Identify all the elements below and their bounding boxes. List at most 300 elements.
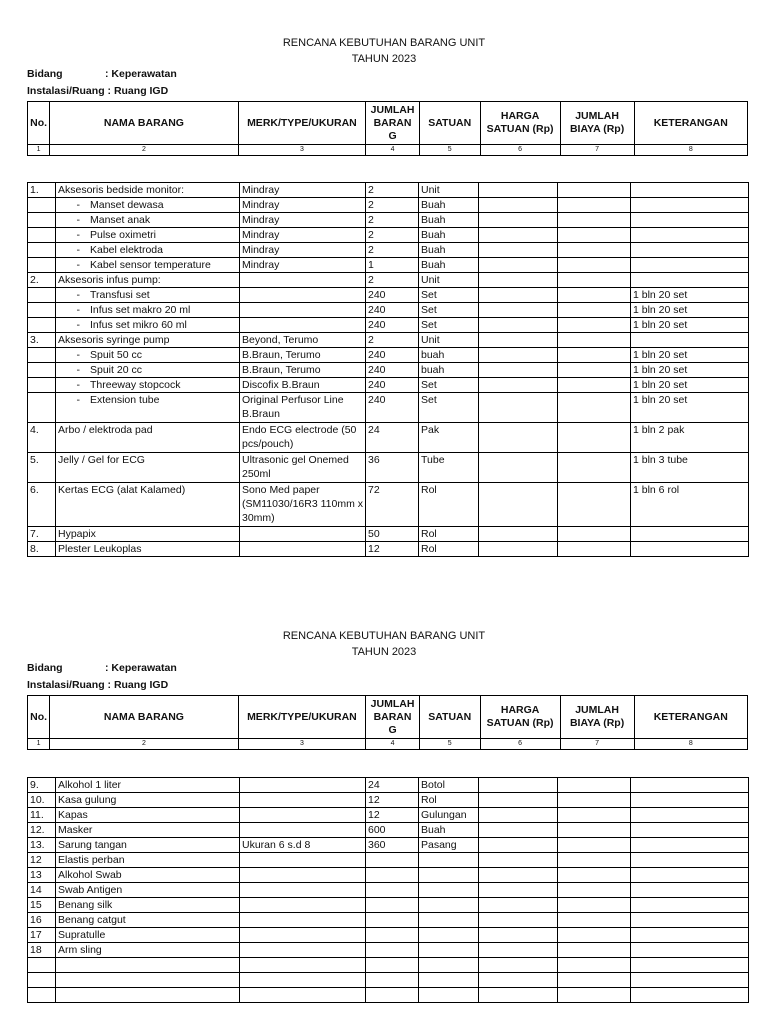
row-unit: Pak (419, 423, 479, 453)
row-unit: Buah (419, 213, 479, 228)
row-merk: B.Braun, Terumo (240, 363, 366, 378)
table-row (28, 823, 749, 838)
item-name-text: Kapas (58, 809, 88, 821)
row-no (28, 213, 56, 228)
row-qty: 600 (366, 823, 419, 838)
row-biaya (558, 483, 631, 527)
instalasi-value: Ruang IGD (113, 679, 169, 691)
row-no (28, 258, 56, 273)
row-keterangan (631, 898, 749, 913)
col-number: 2 (50, 145, 238, 156)
row-keterangan (631, 183, 749, 198)
row-unit: Buah (419, 823, 479, 838)
item-name-text: Supratulle (58, 929, 106, 941)
item-name-text: Manset anak (90, 214, 151, 226)
row-unit: Set (419, 318, 479, 333)
row-unit: Rol (419, 793, 479, 808)
row-unit (419, 988, 479, 1003)
row-biaya (558, 928, 631, 943)
row-no: 4. (28, 423, 56, 453)
row-no: 8. (28, 542, 56, 557)
row-merk (240, 273, 366, 288)
row-merk (240, 928, 366, 943)
row-no (28, 228, 56, 243)
row-biaya (558, 883, 631, 898)
bullet-dash: - (76, 289, 80, 301)
row-biaya (558, 868, 631, 883)
row-qty: 36 (366, 453, 419, 483)
col-jumlah-barang: JUMLAH BARAN G (366, 102, 420, 145)
row-harga (479, 988, 558, 1003)
row-item-name (56, 778, 240, 793)
item-name-text: Aksesoris syringe pump (58, 334, 170, 346)
row-harga (479, 348, 558, 363)
item-name-text: Infus set makro 20 ml (90, 304, 191, 316)
bullet-dash: - (76, 214, 80, 226)
row-harga (479, 273, 558, 288)
row-unit: Set (419, 288, 479, 303)
row-merk (240, 988, 366, 1003)
item-name-text: Threeway stopcock (90, 379, 181, 391)
row-unit: buah (419, 363, 479, 378)
row-keterangan (631, 258, 749, 273)
row-biaya (558, 808, 631, 823)
table-row (28, 273, 749, 288)
row-harga (479, 378, 558, 393)
row-qty: 24 (366, 778, 419, 793)
row-unit: Gulungan (419, 808, 479, 823)
row-merk (240, 542, 366, 557)
row-keterangan (631, 958, 749, 973)
row-item-name (56, 527, 240, 542)
row-item-name (56, 868, 240, 883)
table-row (28, 363, 749, 378)
row-qty: 72 (366, 483, 419, 527)
item-name-text: Sarung tangan (58, 839, 127, 851)
row-no (28, 378, 56, 393)
row-unit (419, 973, 479, 988)
row-harga (479, 363, 558, 378)
table-row (28, 958, 749, 973)
row-no: 18 (28, 943, 56, 958)
item-name-text: Elastis perban (58, 854, 125, 866)
row-no (28, 988, 56, 1003)
item-name-text: Jelly / Gel for ECG (58, 454, 145, 466)
item-name-text: Arbo / elektroda pad (58, 424, 153, 436)
bullet-dash: - (76, 379, 80, 391)
row-keterangan: 1 bln 3 tube (631, 453, 749, 483)
row-keterangan (631, 228, 749, 243)
row-item-name (56, 288, 240, 303)
row-biaya (558, 898, 631, 913)
table-row (28, 183, 749, 198)
col-number: 1 (28, 145, 50, 156)
doc-year-2: TAHUN 2023 (351, 646, 417, 658)
row-biaya (558, 198, 631, 213)
row-qty: 240 (366, 303, 419, 318)
row-item-name (56, 928, 240, 943)
row-item-name (56, 363, 240, 378)
table-row (28, 883, 749, 898)
col-nama-barang: NAMA BARANG (50, 696, 238, 739)
instalasi-label: Instalasi/Ruang : (27, 679, 112, 691)
row-no (28, 973, 56, 988)
table-row (28, 943, 749, 958)
row-item-name (56, 198, 240, 213)
row-item-name (56, 958, 240, 973)
table-row (28, 228, 749, 243)
row-biaya (558, 228, 631, 243)
table-row (28, 243, 749, 258)
row-qty: 2 (366, 213, 419, 228)
row-harga (479, 943, 558, 958)
row-item-name (56, 378, 240, 393)
row-merk (240, 318, 366, 333)
row-qty: 240 (366, 363, 419, 378)
row-unit: Buah (419, 243, 479, 258)
row-no: 11. (28, 808, 56, 823)
row-unit: Set (419, 303, 479, 318)
row-qty: 360 (366, 838, 419, 853)
row-harga (479, 542, 558, 557)
row-merk: Mindray (240, 213, 366, 228)
row-item-name (56, 883, 240, 898)
row-biaya (558, 988, 631, 1003)
bidang-value: : Keperawatan (105, 68, 177, 80)
table-row (28, 453, 749, 483)
col-jumlah-biaya: JUMLAH BIAYA (Rp) (560, 696, 634, 739)
row-biaya (558, 838, 631, 853)
row-harga (479, 393, 558, 423)
row-merk (240, 823, 366, 838)
row-keterangan: 1 bln 20 set (631, 348, 749, 363)
row-unit: Tube (419, 453, 479, 483)
row-harga (479, 958, 558, 973)
row-keterangan (631, 913, 749, 928)
row-biaya (558, 913, 631, 928)
item-name-text: Kasa gulung (58, 794, 117, 806)
row-harga (479, 898, 558, 913)
row-merk (240, 793, 366, 808)
row-qty: 2 (366, 273, 419, 288)
row-keterangan (631, 243, 749, 258)
row-no (28, 303, 56, 318)
row-qty: 240 (366, 348, 419, 363)
row-merk: Sono Med paper (SM11030/16R3 110mm x 30mm) (240, 483, 366, 527)
row-qty (366, 868, 419, 883)
row-unit: Buah (419, 198, 479, 213)
row-keterangan (631, 823, 749, 838)
row-no: 12 (28, 853, 56, 868)
item-name-text: Masker (58, 824, 93, 836)
row-harga (479, 258, 558, 273)
table-row (28, 542, 749, 557)
row-keterangan (631, 883, 749, 898)
row-no (28, 348, 56, 363)
row-harga (479, 913, 558, 928)
row-merk (240, 943, 366, 958)
row-merk: Mindray (240, 198, 366, 213)
row-harga (479, 423, 558, 453)
row-merk (240, 898, 366, 913)
table-row (28, 288, 749, 303)
row-qty: 12 (366, 808, 419, 823)
row-keterangan (631, 808, 749, 823)
row-no: 10. (28, 793, 56, 808)
row-qty: 1 (366, 258, 419, 273)
row-qty: 24 (366, 423, 419, 453)
col-keterangan: KETERANGAN (634, 102, 747, 145)
row-harga (479, 823, 558, 838)
row-biaya (558, 973, 631, 988)
row-harga (479, 453, 558, 483)
row-unit: Rol (419, 483, 479, 527)
row-harga (479, 213, 558, 228)
row-item-name (56, 273, 240, 288)
table-row (28, 423, 749, 453)
row-qty (366, 943, 419, 958)
row-keterangan: 1 bln 20 set (631, 288, 749, 303)
table-row (28, 898, 749, 913)
table-row (28, 868, 749, 883)
row-merk: B.Braun, Terumo (240, 348, 366, 363)
row-unit: Buah (419, 258, 479, 273)
row-keterangan (631, 838, 749, 853)
row-no: 6. (28, 483, 56, 527)
row-item-name (56, 973, 240, 988)
row-harga (479, 527, 558, 542)
row-keterangan: 1 bln 20 set (631, 363, 749, 378)
col-satuan: SATUAN (419, 102, 480, 145)
doc-year: TAHUN 2023 (351, 53, 417, 65)
row-harga (479, 973, 558, 988)
table-row (28, 928, 749, 943)
row-qty: 240 (366, 393, 419, 423)
row-qty: 2 (366, 183, 419, 198)
row-keterangan (631, 778, 749, 793)
col-no: No. (28, 102, 50, 145)
items-table-2 (27, 777, 749, 1003)
row-merk: Original Perfusor Line B.Braun (240, 393, 366, 423)
table-row (28, 303, 749, 318)
row-keterangan (631, 973, 749, 988)
row-biaya (558, 542, 631, 557)
bidang-line-2 (27, 662, 177, 675)
item-name-text: Aksesoris bedside monitor: (58, 184, 185, 196)
row-no: 13. (28, 838, 56, 853)
row-item-name (56, 348, 240, 363)
row-item-name (56, 483, 240, 527)
item-name-text: Spuit 20 cc (90, 364, 142, 376)
row-biaya (558, 527, 631, 542)
col-harga-satuan: HARGA SATUAN (Rp) (480, 102, 560, 145)
col-number: 6 (480, 739, 560, 750)
column-number-row (28, 145, 748, 156)
table-row (28, 913, 749, 928)
table-row (28, 393, 749, 423)
row-item-name (56, 183, 240, 198)
row-unit (419, 913, 479, 928)
row-unit: Unit (419, 333, 479, 348)
row-unit: Botol (419, 778, 479, 793)
row-qty: 240 (366, 318, 419, 333)
item-name-text: Aksesoris infus pump: (58, 274, 161, 286)
table-row (28, 213, 749, 228)
row-harga (479, 778, 558, 793)
row-item-name (56, 988, 240, 1003)
row-merk (240, 868, 366, 883)
col-jumlah-barang: JUMLAH BARAN G (366, 696, 420, 739)
row-item-name (56, 853, 240, 868)
row-biaya (558, 378, 631, 393)
row-item-name (56, 303, 240, 318)
row-no (28, 958, 56, 973)
row-qty: 2 (366, 333, 419, 348)
row-merk: Mindray (240, 243, 366, 258)
row-unit: Set (419, 378, 479, 393)
row-biaya (558, 778, 631, 793)
row-qty: 240 (366, 288, 419, 303)
row-harga (479, 838, 558, 853)
col-satuan: SATUAN (419, 696, 480, 739)
row-item-name (56, 913, 240, 928)
row-merk: Ukuran 6 s.d 8 (240, 838, 366, 853)
col-number: 3 (238, 145, 366, 156)
row-biaya (558, 333, 631, 348)
row-no: 2. (28, 273, 56, 288)
bullet-dash: - (76, 199, 80, 211)
col-keterangan: KETERANGAN (634, 696, 747, 739)
row-keterangan (631, 273, 749, 288)
row-keterangan (631, 527, 749, 542)
row-no (28, 363, 56, 378)
row-keterangan (631, 542, 749, 557)
row-item-name (56, 423, 240, 453)
row-qty: 12 (366, 793, 419, 808)
row-biaya (558, 303, 631, 318)
row-qty: 12 (366, 542, 419, 557)
column-number-row (28, 739, 748, 750)
row-no: 14 (28, 883, 56, 898)
row-biaya (558, 393, 631, 423)
item-name-text: Infus set mikro 60 ml (90, 319, 187, 331)
row-harga (479, 883, 558, 898)
row-merk (240, 883, 366, 898)
col-number: 2 (50, 739, 238, 750)
row-keterangan (631, 988, 749, 1003)
bidang-label: Bidang (27, 662, 63, 674)
row-no (28, 318, 56, 333)
row-merk (240, 778, 366, 793)
row-harga (479, 928, 558, 943)
bullet-dash: - (76, 364, 80, 376)
row-biaya (558, 943, 631, 958)
bidang-label: Bidang (27, 68, 63, 80)
row-qty (366, 853, 419, 868)
doc-title-2: RENCANA KEBUTUHAN BARANG UNIT (282, 630, 486, 642)
col-number: 8 (634, 145, 747, 156)
table-row (28, 808, 749, 823)
row-keterangan (631, 928, 749, 943)
row-item-name (56, 258, 240, 273)
table-row (28, 973, 749, 988)
item-name-text: Kertas ECG (alat Kalamed) (58, 484, 186, 496)
col-number: 4 (366, 145, 420, 156)
table-row (28, 333, 749, 348)
col-number: 5 (419, 739, 480, 750)
row-no: 7. (28, 527, 56, 542)
row-qty (366, 898, 419, 913)
item-name-text: Alkohol Swab (58, 869, 122, 881)
instalasi-value: Ruang IGD (113, 85, 169, 97)
row-biaya (558, 823, 631, 838)
row-harga (479, 183, 558, 198)
row-no: 5. (28, 453, 56, 483)
row-biaya (558, 793, 631, 808)
col-number: 5 (419, 145, 480, 156)
col-harga-satuan: HARGA SATUAN (Rp) (480, 696, 560, 739)
row-qty: 240 (366, 378, 419, 393)
item-name-text: Arm sling (58, 944, 102, 956)
row-no: 1. (28, 183, 56, 198)
row-harga (479, 243, 558, 258)
row-keterangan: 1 bln 6 rol (631, 483, 749, 527)
row-unit: Pasang (419, 838, 479, 853)
item-name-text: Spuit 50 cc (90, 349, 142, 361)
row-item-name (56, 808, 240, 823)
row-unit (419, 928, 479, 943)
bullet-dash: - (76, 229, 80, 241)
col-merk: MERK/TYPE/UKURAN (238, 696, 366, 739)
row-no (28, 198, 56, 213)
item-name-text: Plester Leukoplas (58, 543, 142, 555)
row-unit: Buah (419, 228, 479, 243)
table-row (28, 483, 749, 527)
bullet-dash: - (76, 319, 80, 331)
row-keterangan: 1 bln 20 set (631, 303, 749, 318)
col-number: 3 (238, 739, 366, 750)
table-row (28, 348, 749, 363)
table-row (28, 318, 749, 333)
column-header-table-2 (27, 695, 748, 750)
row-merk (240, 958, 366, 973)
row-qty: 2 (366, 228, 419, 243)
row-unit: Rol (419, 527, 479, 542)
item-name-text: Manset dewasa (90, 199, 164, 211)
row-keterangan (631, 943, 749, 958)
row-no: 17 (28, 928, 56, 943)
row-keterangan (631, 853, 749, 868)
table-row (28, 853, 749, 868)
row-item-name (56, 453, 240, 483)
row-harga (479, 198, 558, 213)
column-header-table (27, 101, 748, 156)
col-number: 6 (480, 145, 560, 156)
item-name-text: Kabel elektroda (90, 244, 163, 256)
row-biaya (558, 318, 631, 333)
row-unit (419, 943, 479, 958)
row-biaya (558, 183, 631, 198)
row-keterangan (631, 793, 749, 808)
table-row (28, 258, 749, 273)
row-unit (419, 958, 479, 973)
row-merk: Mindray (240, 183, 366, 198)
col-no: No. (28, 696, 50, 739)
row-harga (479, 318, 558, 333)
table-row (28, 793, 749, 808)
bullet-dash: - (76, 259, 80, 271)
row-keterangan (631, 213, 749, 228)
